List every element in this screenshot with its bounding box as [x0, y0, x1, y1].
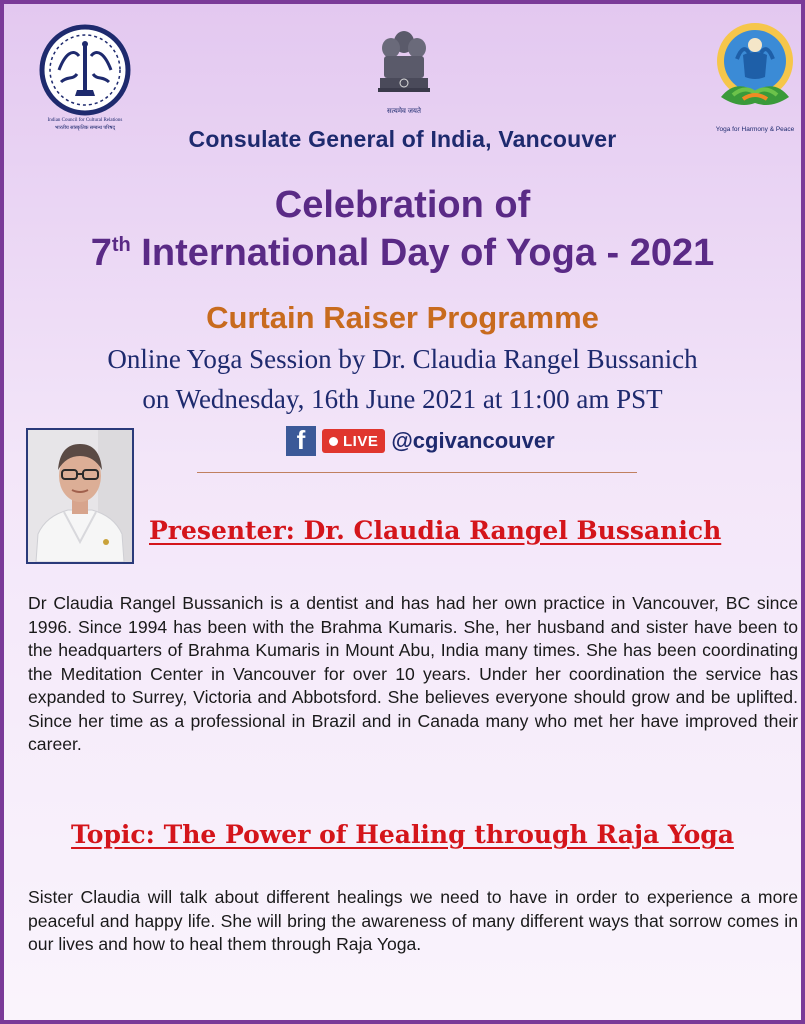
session-line-1: Online Yoga Session by Dr. Claudia Rangel Bussanich: [107, 344, 698, 374]
session-line-2: on Wednesday, 16th June 2021 at 11:00 am PST: [142, 384, 663, 414]
consulate-name: Consulate General of India, Vancouver: [188, 126, 617, 152]
national-emblem: [369, 26, 439, 116]
topic-heading: Topic: The Power of Healing through Raja Yoga: [71, 820, 734, 849]
live-dot-icon: [329, 437, 338, 446]
title-ordinal-suffix: th: [111, 234, 131, 256]
live-badge: [322, 429, 385, 453]
programme-name: Curtain Raiser Programme: [206, 300, 599, 335]
live-label: LIVE: [343, 432, 379, 450]
divider: [197, 472, 637, 473]
presenter-portrait-icon: [28, 430, 132, 562]
facebook-live-link[interactable]: [286, 426, 555, 456]
emblem-caption: सत्यमेव जयते: [387, 107, 421, 115]
iccr-caption-en: Indian Council for Cultural Relations: [47, 118, 123, 123]
yoga-day-logo: [710, 19, 800, 133]
yoga-day-caption: Yoga for Harmony & Peace: [715, 126, 795, 133]
national-emblem-icon: [376, 26, 432, 100]
yoga-day-logo-icon: [713, 19, 797, 119]
title-line-2: [4, 232, 801, 275]
iccr-caption-hi: भारतीय सांस्कृतिक सम्बन्ध परिषद्: [54, 126, 116, 131]
facebook-icon: f: [286, 426, 316, 456]
title-number: 7: [90, 232, 112, 274]
social-handle: @cgivancouver: [391, 428, 555, 453]
topic-description: Sister Claudia will talk about different healings we need to have in order to experience a more peaceful and happy life. She will bring the awareness of many different ways that sorrow comes in our lives and how to heal them through Raja Yoga.: [28, 887, 798, 954]
presenter-bio: Dr Claudia Rangel Bussanich is a dentist and has had her own practice in Vancouver, BC since 1996. Since 1994 has been with the Brahma Kumaris. She, her husband and sister have been to the headquarters of Brahma Kumaris in Mount Abu, India many times. She has been coordinating the Meditation Center in Vancouver for over 10 years. Under her coordination the service has expanded to Surrey, Victoria and Abbotsford. She believes everyone should grow and be uplifted. Since her time as a professional in Brazil and in Canada many who met her have improved their career.: [28, 593, 798, 754]
presenter-heading: Presenter: Dr. Claudia Rangel Bussanich: [149, 516, 722, 545]
iccr-logo: [30, 24, 140, 132]
title-rest: International Day of Yoga - 2021: [130, 232, 715, 274]
title-line-1: Celebration of: [274, 184, 531, 226]
presenter-photo: [26, 428, 134, 564]
iccr-logo-icon: [39, 24, 131, 116]
